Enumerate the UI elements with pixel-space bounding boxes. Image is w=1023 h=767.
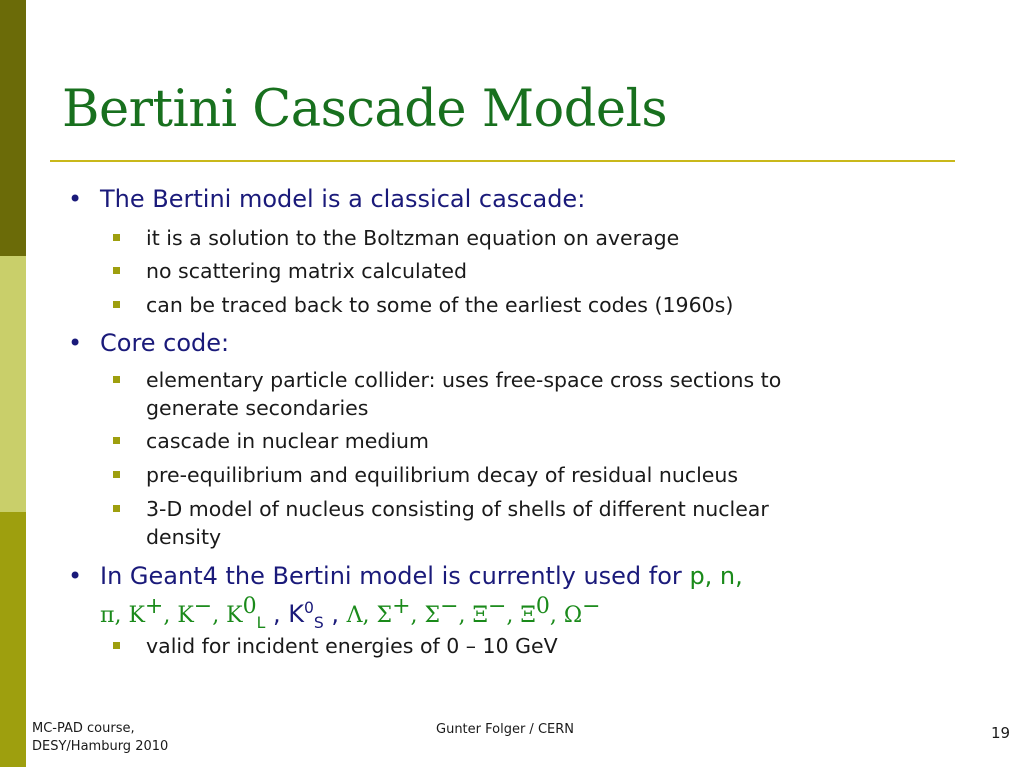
page-number: 19 — [991, 724, 1011, 742]
sub-s: S — [313, 613, 324, 632]
particle-pi-k: π, K — [100, 603, 145, 628]
footer-author: Gunter Folger / CERN — [436, 722, 574, 737]
sub-bullet-text: 3-D model of nucleus consisting of shells of different nuclear — [146, 497, 769, 521]
sidebar-segment-bottom — [0, 512, 26, 767]
bullet-1-text: The Bertini model is a classical cascade: — [100, 185, 586, 213]
particle-xi: , Ξ — [506, 603, 536, 628]
sup-plus: + — [392, 594, 411, 619]
sub-bullet-text: no scattering matrix calculated — [146, 259, 467, 283]
square-bullet-icon — [113, 267, 120, 274]
particle-k: , K — [163, 603, 194, 628]
separator: , — [323, 600, 347, 628]
bullet-2-text: Core code: — [100, 329, 230, 357]
bullet-3-particles — [100, 594, 601, 632]
sub-bullet-text: elementary particle collider: uses free-space cross sections to — [146, 368, 782, 392]
particle-omega: , Ω — [549, 603, 583, 628]
particle-sigma: , Σ — [410, 603, 441, 628]
bullet-dot-icon: • — [68, 562, 83, 590]
sidebar-segment-top — [0, 0, 26, 256]
sub-bullet-text: pre-equilibrium and equilibrium decay of residual nucleus — [146, 463, 739, 487]
particle-k: , K — [212, 603, 243, 628]
sup-minus: − — [582, 594, 601, 619]
sub-bullet-text-continuation: generate secondaries — [146, 396, 369, 420]
sub-bullet-text-continuation: density — [146, 525, 222, 549]
sup-zero: 0 — [242, 594, 257, 619]
slide-title: Bertini Cascade Models — [62, 80, 668, 139]
bullet-dot-icon: • — [68, 329, 83, 357]
bullet-dot-icon: • — [68, 185, 83, 213]
sub-bullet-text: cascade in nuclear medium — [146, 429, 430, 453]
bullet-3-text — [100, 562, 743, 590]
decorative-sidebar — [0, 0, 26, 767]
footer-course-line2: DESY/Hamburg 2010 — [32, 739, 169, 754]
square-bullet-icon — [113, 437, 120, 444]
square-bullet-icon — [113, 301, 120, 308]
sub-bullet-text: can be traced back to some of the earliest codes (1960s) — [146, 293, 734, 317]
sup-minus: − — [193, 594, 213, 619]
sub-bullet-text: valid for incident energies of 0 – 10 GeV — [146, 634, 558, 658]
sub-bullet-text: it is a solution to the Boltzman equation on average — [146, 226, 680, 250]
particle-lambda-sigma: Λ, Σ — [346, 603, 393, 628]
footer-course-line1: MC-PAD course, — [32, 721, 135, 736]
sup-zero: 0 — [303, 599, 314, 617]
particle-ks-prefix: , K — [265, 600, 304, 628]
sup-plus: + — [144, 594, 164, 619]
square-bullet-icon — [113, 234, 120, 241]
sup-minus: − — [487, 594, 507, 619]
square-bullet-icon — [113, 505, 120, 512]
sup-minus: − — [440, 594, 459, 619]
square-bullet-icon — [113, 376, 120, 383]
bullet-3-lead: In Geant4 the Bertini model is currently used for — [100, 562, 682, 590]
particle-list-line1: p, n, — [689, 562, 743, 590]
square-bullet-icon — [113, 471, 120, 478]
particle-xi: , Ξ — [458, 603, 488, 628]
sidebar-segment-middle — [0, 256, 26, 512]
sub-l: L — [256, 613, 266, 632]
sup-zero: 0 — [535, 594, 550, 619]
square-bullet-icon — [113, 642, 120, 649]
title-divider — [50, 160, 955, 162]
